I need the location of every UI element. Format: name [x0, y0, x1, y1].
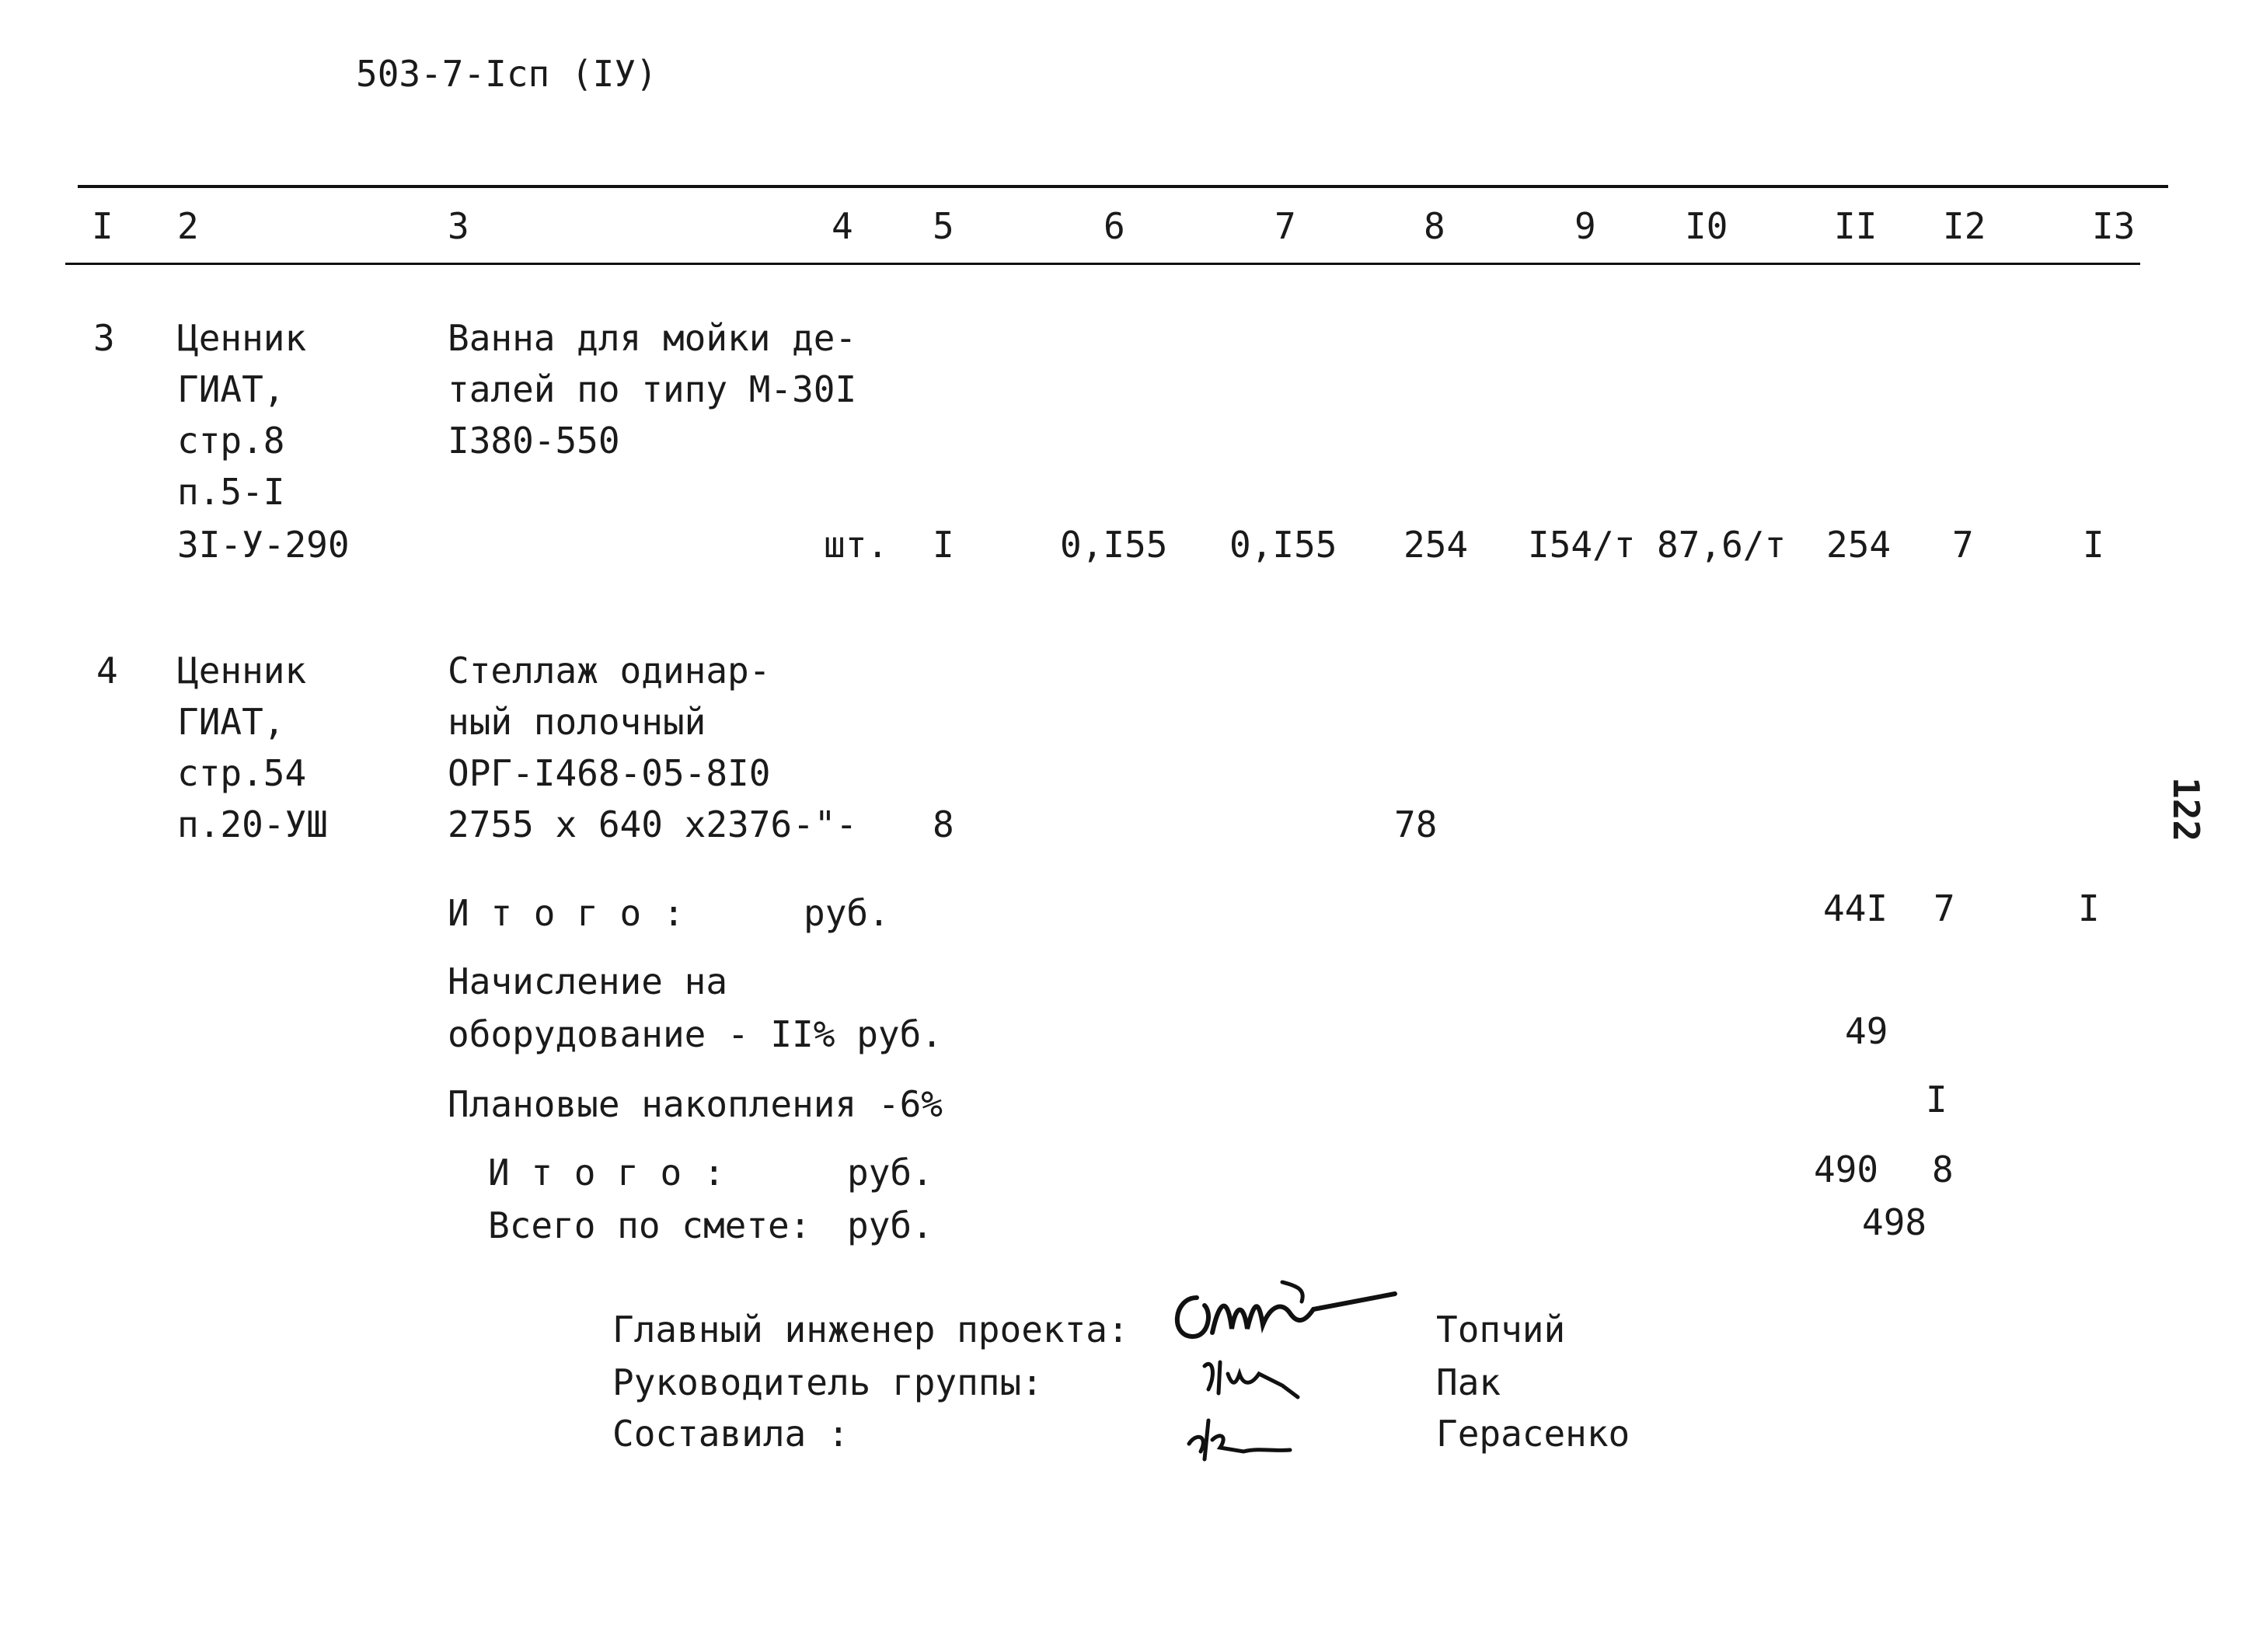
description-line: ОРГ-I468-05-8I0: [448, 752, 771, 794]
cell-col8: 254: [1403, 524, 1469, 566]
itogo-label: И т о г о :: [448, 892, 685, 934]
itogo-col13: I: [2078, 887, 2100, 929]
cell-col10: 87,6/т: [1657, 524, 1787, 566]
planned-accumulation-label: Плановые накопления -6%: [448, 1083, 943, 1125]
itogo-col12: 7: [1933, 887, 1955, 929]
source-line: Ценник: [177, 650, 307, 692]
equipment-charge-col11: 49: [1845, 1010, 1888, 1052]
source-line: Ценник: [177, 317, 307, 359]
unit-cell: -"-: [793, 803, 858, 845]
unit-cell: шт.: [824, 524, 889, 566]
description-line: Ванна для мойки де-: [448, 317, 857, 359]
handwritten-signature-compiler: [1173, 1405, 1306, 1467]
equipment-charge-line2: оборудование - II% руб.: [448, 1013, 943, 1055]
source-line: стр.54: [177, 752, 307, 794]
signature-name: Пак: [1436, 1361, 1501, 1403]
column-header-1: I: [92, 205, 113, 247]
source-line: п.20-УШ: [177, 803, 328, 845]
equipment-charge-line1: Начисление на: [448, 960, 728, 1002]
estimate-total-label: Всего по смете:: [488, 1204, 811, 1246]
column-header-6: 6: [1104, 205, 1125, 247]
description-line: ный полочный: [448, 701, 706, 743]
source-line: 3I-У-290: [177, 524, 350, 566]
document-code: 503-7-Icп (IУ): [356, 53, 657, 95]
column-header-8: 8: [1424, 205, 1445, 247]
itogo-col11: 44I: [1823, 887, 1888, 929]
page-number: 122: [2165, 777, 2207, 842]
signature-role: Составила :: [612, 1413, 849, 1455]
description-line: талей по типу М-30I: [448, 368, 857, 410]
estimate-total-value: 498: [1862, 1201, 1927, 1243]
header-bottom-rule: [65, 263, 2140, 265]
cell-col11: 254: [1826, 524, 1892, 566]
cell-col7: 0,I55: [1229, 524, 1337, 566]
itogo2-label: И т о г о :: [488, 1152, 725, 1194]
description-line: Стеллаж одинар-: [448, 650, 771, 692]
source-line: п.5-I: [177, 471, 285, 513]
description-line: I380-550: [448, 420, 620, 462]
estimate-total-unit: руб.: [847, 1204, 933, 1246]
cell-col6: 0,I55: [1060, 524, 1168, 566]
header-top-rule: [78, 185, 2168, 188]
cell-col12: 7: [1952, 524, 1974, 566]
itogo-unit: руб.: [804, 892, 890, 934]
itogo2-unit: руб.: [847, 1152, 933, 1194]
itogo2-col12: 8: [1932, 1148, 1954, 1190]
column-header-2: 2: [177, 205, 199, 247]
signature-name: Герасенко: [1436, 1413, 1630, 1455]
cell-col5: 8: [933, 803, 954, 845]
itogo2-col11: 490: [1814, 1148, 1879, 1190]
row-number: 3: [93, 317, 115, 359]
column-header-3: 3: [448, 205, 469, 247]
cell-col5: I: [933, 524, 954, 566]
handwritten-signature-group-head: [1189, 1351, 1313, 1405]
source-line: ГИАТ,: [177, 701, 285, 743]
handwritten-signature-chief-engineer: [1166, 1267, 1399, 1352]
source-line: стр.8: [177, 420, 285, 462]
column-header-7: 7: [1274, 205, 1296, 247]
column-header-10: I0: [1685, 205, 1728, 247]
signature-role: Руководитель группы:: [612, 1361, 1043, 1403]
column-header-13: I3: [2092, 205, 2136, 247]
cell-col9: I54/т: [1528, 524, 1636, 566]
column-header-4: 4: [832, 205, 853, 247]
signature-name: Топчий: [1436, 1309, 1566, 1351]
column-header-5: 5: [933, 205, 954, 247]
cell-col13: I: [2083, 524, 2104, 566]
row-number: 4: [96, 650, 118, 692]
column-header-9: 9: [1574, 205, 1596, 247]
column-header-11: II: [1834, 205, 1878, 247]
planned-accumulation-col12: I: [1926, 1079, 1947, 1121]
column-header-12: I2: [1943, 205, 1986, 247]
cell-col8: 78: [1394, 803, 1438, 845]
signature-role: Главный инженер проекта:: [612, 1309, 1129, 1351]
dimensions-line: 2755 x 640 x2376: [448, 803, 793, 845]
source-line: ГИАТ,: [177, 368, 285, 410]
